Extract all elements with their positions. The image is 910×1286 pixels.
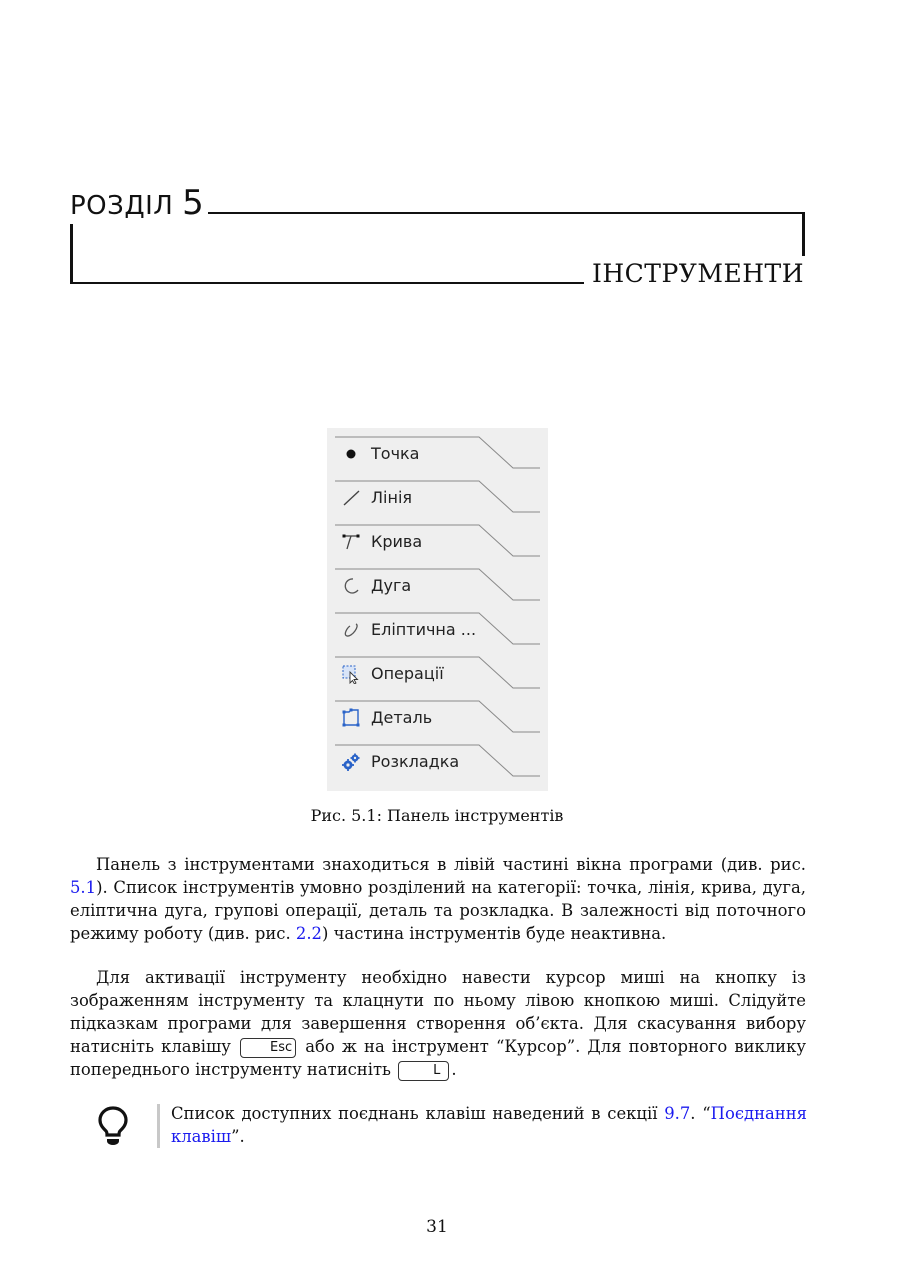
tool-label: Точка: [371, 444, 420, 463]
figure-ref-link[interactable]: 2.2: [295, 924, 322, 943]
layout-gear-icon: [341, 752, 361, 772]
l-key: L: [398, 1061, 449, 1081]
chapter-title: ІНСТРУМЕНТИ: [592, 259, 804, 288]
arc-icon: [341, 576, 361, 596]
chapter-rule-right: [802, 212, 805, 256]
tool-line[interactable]: [327, 472, 548, 516]
chapter-rule-bottom: [70, 282, 584, 284]
tip-text: Список доступних поєднань клавіш наведений в секції 9.7. “Поєднання клавіш”.: [171, 1104, 807, 1146]
line-icon: [341, 488, 361, 508]
page-number: 31: [426, 1217, 448, 1237]
chapter-rule-top: [208, 212, 804, 214]
lightbulb-icon: [96, 1104, 130, 1148]
detail-icon: [341, 708, 361, 728]
tool-operations[interactable]: [327, 648, 548, 692]
paragraph-toolbox-description: Панель з інструментами знаходиться в лівій частині вікна програми (див. рис. 5.1). Список інструментів умовно розділений на категорії: точка, лінія, крива, дуга, еліптична дуга, групові операції, деталь та розкладка. В залежності від поточного режиму роботу (див. рис. 2.2) частина інструментів буде неактивна.: [70, 855, 806, 943]
tool-point[interactable]: [327, 428, 548, 472]
paragraph-tool-activation: Для активації інструменту необхідно навести курсор миші на кнопку із зображенням інструменту та клацнути по ньому лівою кнопкою миші. Слідуйте підказкам програми для завершення створення об’єкта. Для скасування вибору натисніть клавішу Esc або ж на інструмент “Курсор”. Для повторного виклику попереднього інструменту натисніть L .: [70, 968, 806, 1079]
tool-label: Деталь: [371, 708, 433, 727]
tool-label: Лінія: [371, 488, 413, 507]
tool-label: Еліптична ...: [371, 620, 477, 639]
tool-label: Крива: [371, 532, 423, 551]
chapter-rule-left: [70, 224, 73, 284]
tool-label: Дуга: [371, 576, 412, 595]
tool-label: Операції: [371, 664, 444, 683]
tip-bar: [157, 1104, 160, 1148]
section-ref-link[interactable]: 9.7: [664, 1104, 691, 1123]
chapter-number: 5: [182, 183, 205, 223]
tool-curve[interactable]: [327, 516, 548, 560]
tool-label: Розкладка: [371, 752, 460, 771]
figure-ref-link[interactable]: 5.1: [70, 878, 97, 897]
tool-arc[interactable]: [327, 560, 548, 604]
shortcuts-link[interactable]: Поєднання клавіш: [171, 1104, 807, 1146]
point-icon: [341, 444, 361, 464]
elliptical-arc-icon: [341, 620, 361, 640]
tool-elliptical-arc[interactable]: [327, 604, 548, 648]
toolbox-panel: [327, 428, 548, 791]
tool-detail[interactable]: [327, 692, 548, 736]
tool-layout[interactable]: [327, 736, 548, 780]
figure-caption: Рис. 5.1: Панель інструментів: [310, 806, 564, 825]
esc-key: Esc: [240, 1038, 296, 1058]
chapter-label: РОЗДІЛ 5: [70, 183, 205, 223]
curve-icon: [341, 532, 361, 552]
operations-icon: [341, 664, 361, 684]
